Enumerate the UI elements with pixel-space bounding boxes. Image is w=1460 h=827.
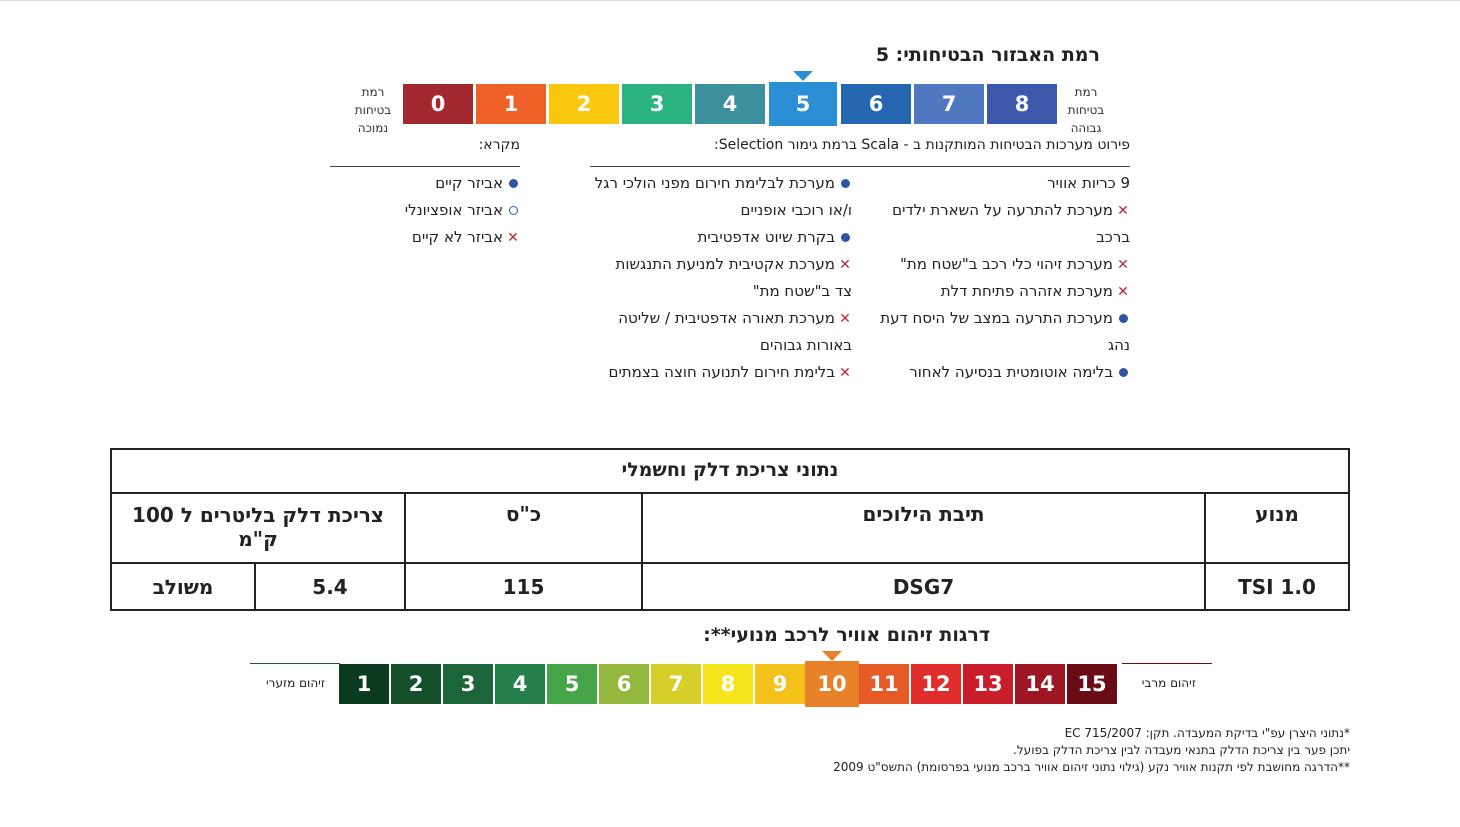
legend-heading: מקרא: xyxy=(478,137,520,153)
pollution-level-1: 1 xyxy=(339,664,389,704)
missing-x-icon: ✕ xyxy=(839,257,851,273)
list-item-label: בלימת חירום לתנועה חוצה בצמתים xyxy=(608,363,835,381)
pollution-level-13: 13 xyxy=(963,664,1013,704)
pollution-level-4: 4 xyxy=(495,664,545,704)
list-item-label: בלימה אוטומטית בנסיעה לאחור xyxy=(909,363,1113,381)
list-item xyxy=(580,278,852,305)
safety-level-scale xyxy=(403,84,1059,124)
present-dot-icon xyxy=(838,170,852,197)
list-item xyxy=(860,305,1130,332)
list-item xyxy=(580,170,852,197)
horsepower-value: 115 xyxy=(502,574,545,599)
safety-systems-column-2 xyxy=(580,170,852,386)
safety-level-5: 5 xyxy=(768,81,838,127)
list-item xyxy=(580,251,852,278)
safety-level-8: 8 xyxy=(987,84,1057,124)
missing-x-icon: ✕ xyxy=(1117,203,1129,219)
list-item-label: מערכת תאורה אדפטיבית / שליטה xyxy=(618,309,835,327)
pollution-level-5: 5 xyxy=(547,664,597,704)
list-item-label: מערכת להתרעה על השארת ילדים xyxy=(892,201,1113,219)
safety-level-7: 7 xyxy=(914,84,984,124)
pollution-min-line xyxy=(250,663,340,664)
footnote-2: יתכן פער בין צריכת הדלק בתנאי מעבדה לבין צריכת הדלק בפועל. xyxy=(1013,743,1350,757)
fuel-table-title: נתוני צריכת דלק וחשמלי xyxy=(621,459,839,481)
missing-x-icon: ✕ xyxy=(839,365,851,381)
list-item-label: אביזר לא קיים xyxy=(411,228,503,246)
list-item xyxy=(860,251,1130,278)
list-item xyxy=(860,278,1130,305)
safety-level-0: 0 xyxy=(403,84,473,124)
safety-systems-column-1 xyxy=(860,170,1130,386)
list-item xyxy=(860,359,1130,386)
pollution-level-12: 12 xyxy=(911,664,961,704)
list-item-label: אביזר אופציונלי xyxy=(404,201,503,219)
missing-x-icon: ✕ xyxy=(839,311,851,327)
pollution-level-7: 7 xyxy=(651,664,701,704)
list-item xyxy=(580,332,852,359)
list-item-label: ברכב xyxy=(1096,228,1130,246)
list-item xyxy=(860,332,1130,359)
list-item xyxy=(580,224,852,251)
engine-header: מנוע xyxy=(1255,502,1299,526)
gearbox-header: תיבת הילוכים xyxy=(862,502,985,526)
list-item-label: ו/או רוכבי אופניים xyxy=(740,201,852,219)
missing-x-icon: ✕ xyxy=(1117,257,1129,273)
list-item xyxy=(330,197,520,224)
list-item-label: מערכת אזהרה פתיחת דלת xyxy=(940,282,1113,300)
missing-x-icon: ✕ xyxy=(1117,284,1129,300)
list-item-label: בקרת שיוט אדפטיבית xyxy=(697,228,835,246)
optional-ring-icon xyxy=(506,197,520,224)
top-divider xyxy=(0,0,1460,1)
fuel-consumption-table xyxy=(110,448,1350,611)
list-item xyxy=(330,170,520,197)
list-item-label: באורות גבוהים xyxy=(759,336,852,354)
list-item xyxy=(860,170,1130,197)
pollution-level-14: 14 xyxy=(1015,664,1065,704)
fuel-consumption-value: 5.4 xyxy=(312,574,348,599)
footnote-1: *נתוני היצרן עפ"י בדיקת המעבדה. תקן: EC 715/2007 xyxy=(1064,726,1350,740)
pollution-level-3: 3 xyxy=(443,664,493,704)
pollution-level-6: 6 xyxy=(599,664,649,704)
pollution-max-label: זיהום מרבי xyxy=(1141,676,1196,690)
systems-divider xyxy=(590,166,1130,167)
pollution-level-8: 8 xyxy=(703,664,753,704)
legend-list xyxy=(330,170,520,251)
list-item-label: אביזר קיים xyxy=(435,174,503,192)
pollution-min-label: זיהום מזערי xyxy=(266,676,325,690)
list-item-label: נהג xyxy=(1108,336,1130,354)
safety-level-4: 4 xyxy=(695,84,765,124)
engine-value: TSI 1.0 xyxy=(1238,574,1316,599)
legend-divider xyxy=(330,166,520,167)
pollution-level-title: דרגות זיהום אוויר לרכב מנועי**: xyxy=(703,624,990,646)
pollution-level-2: 2 xyxy=(391,664,441,704)
pollution-selected-marker-icon xyxy=(822,651,842,661)
list-item xyxy=(860,197,1130,224)
safety-systems-heading: פירוט מערכות הבטיחות המותקנות ב - Scala ברמת גימור Selection: xyxy=(713,137,1130,153)
present-dot-icon xyxy=(506,170,520,197)
list-item-label: צד ב"שטח מת" xyxy=(752,282,852,300)
gearbox-value: DSG7 xyxy=(892,574,955,599)
safety-selected-marker-icon xyxy=(793,71,813,81)
safety-level-6: 6 xyxy=(841,84,911,124)
pollution-level-11: 11 xyxy=(859,664,909,704)
footnote-3: **הדרגה מחושבת לפי תקנות אוויר נקע (גילוי נתוני זיהום אוויר ברכב מנועי בפרסומת) התשס"ט 2009 xyxy=(833,760,1350,774)
missing-x-icon: ✕ xyxy=(507,230,519,246)
list-item xyxy=(580,305,852,332)
list-item xyxy=(330,224,520,251)
list-item-label: 9 כריות אוויר xyxy=(1047,174,1130,192)
list-item-label: מערכת לבלימת חירום מפני הולכי רגל xyxy=(594,174,835,192)
fuel-consumption-header: צריכת דלק בליטרים ל 100 ק"מ xyxy=(132,503,384,551)
list-item xyxy=(860,224,1130,251)
list-item-label: מערכת התרעה במצב של היסח דעת xyxy=(880,309,1113,327)
list-item xyxy=(580,359,852,386)
safety-level-3: 3 xyxy=(622,84,692,124)
safety-high-label: רמת בטיחות גבוהה xyxy=(1067,85,1105,135)
safety-level-2: 2 xyxy=(549,84,619,124)
present-dot-icon xyxy=(838,224,852,251)
safety-level-title: רמת האבזור הבטיחותי: 5 xyxy=(875,44,1100,66)
safety-low-label: רמת בטיחות נמוכה xyxy=(354,85,392,135)
list-item-label: מערכת אקטיבית למניעת התנגשות xyxy=(615,255,835,273)
pollution-max-line xyxy=(1122,663,1212,664)
list-item-label: מערכת זיהוי כלי רכב ב"שטח מת" xyxy=(899,255,1113,273)
present-dot-icon xyxy=(1116,359,1130,386)
horsepower-header: כ"ס xyxy=(505,502,542,526)
present-dot-icon xyxy=(1116,305,1130,332)
consumption-type: משולב xyxy=(152,574,214,599)
list-item xyxy=(580,197,852,224)
pollution-level-10: 10 xyxy=(805,661,859,707)
pollution-level-15: 15 xyxy=(1067,664,1117,704)
safety-level-1: 1 xyxy=(476,84,546,124)
pollution-level-9: 9 xyxy=(755,664,805,704)
